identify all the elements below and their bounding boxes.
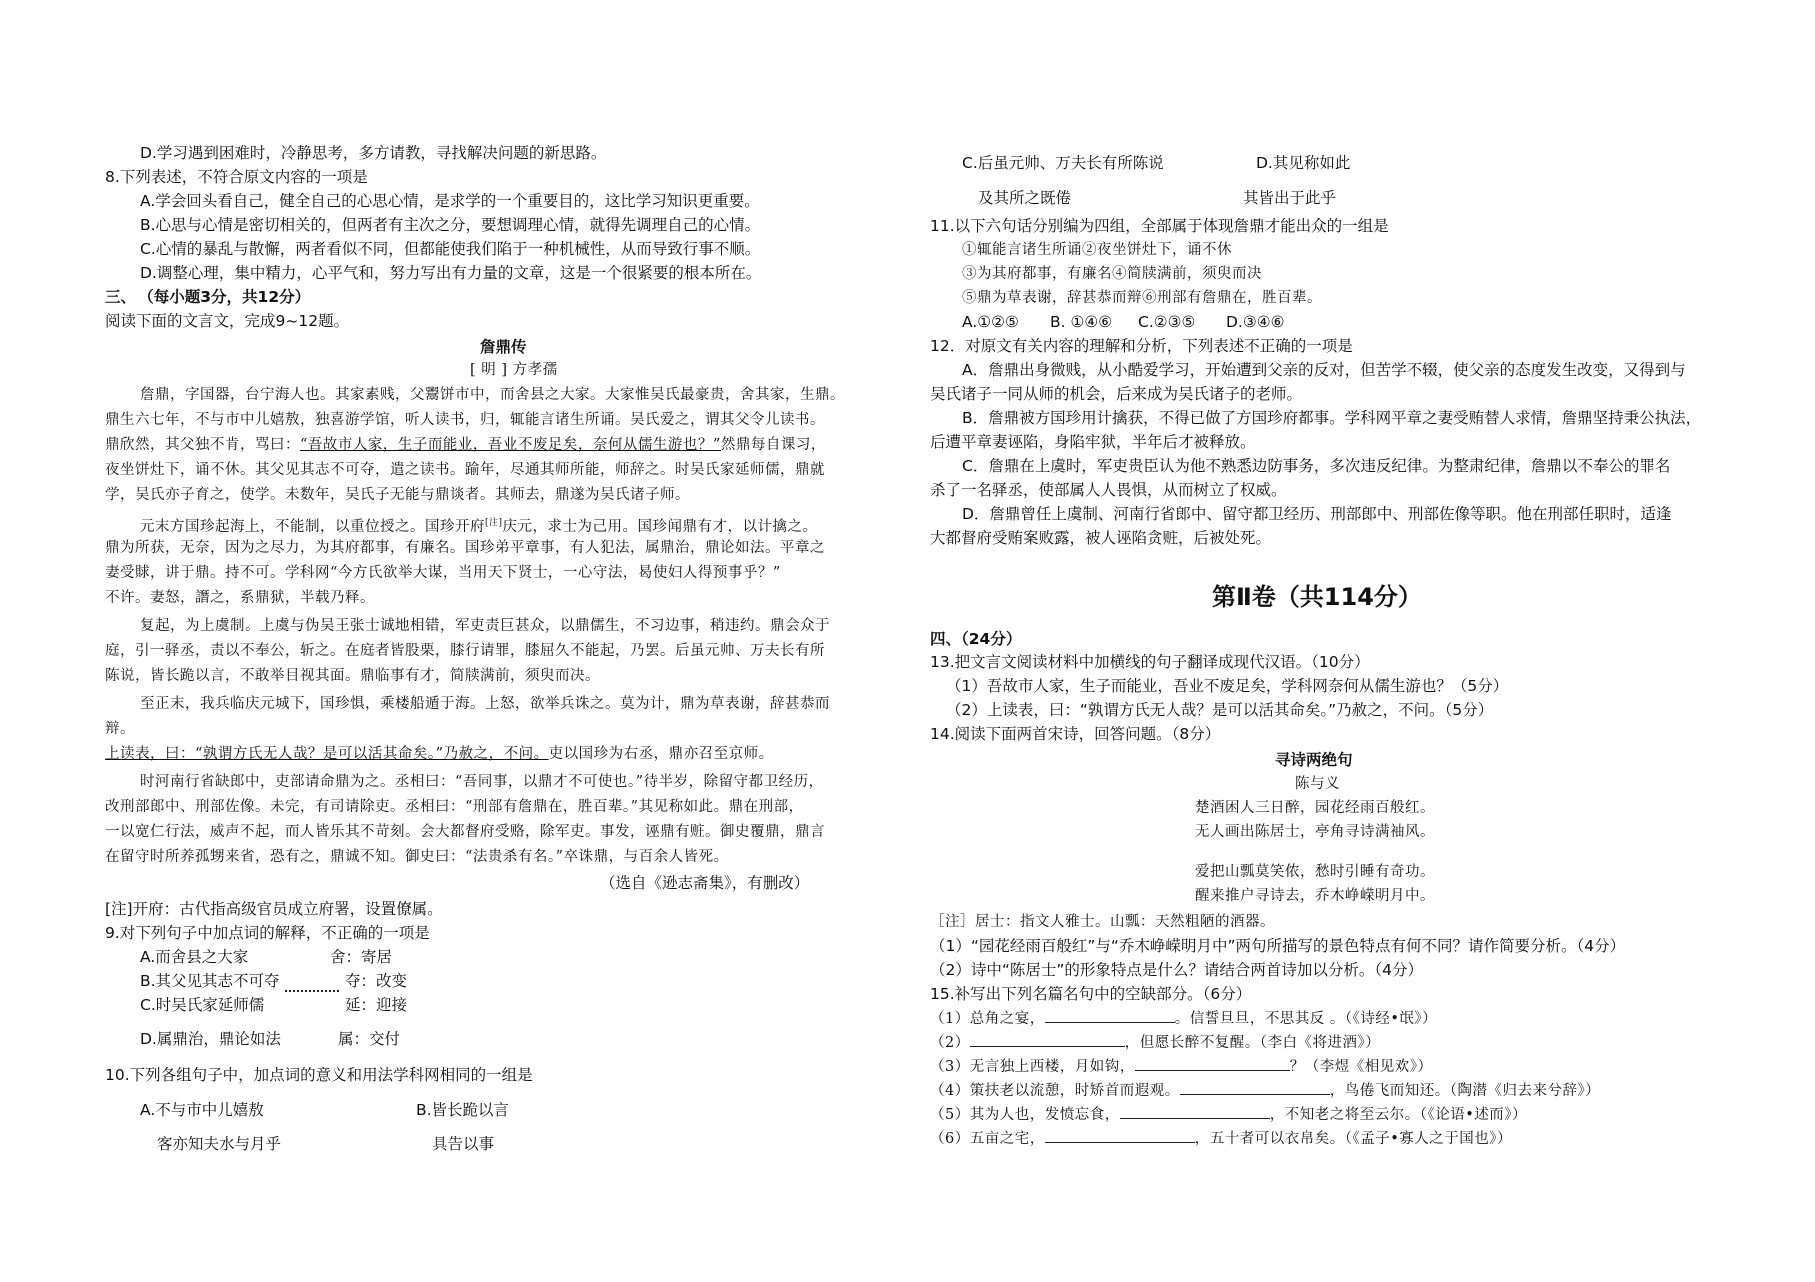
answer-blank[interactable] [1135, 1056, 1290, 1071]
q10-option-b: B.皆长跪以言 [416, 1101, 510, 1119]
q14-item-1: （1）“园花经雨百般红”与“乔木峥嵘明月中”两句所描写的景色特点有何不同？请作简要分析。（4分） [930, 937, 1626, 955]
passage-line: 詹鼎，字国器，台宁海人也。其家素贱，父鬻饼市中，而舍县之大家。大家惟吴氏最豪贵，舍其家，生鼎。 [140, 387, 845, 403]
q12-line: D．詹鼎曾任上虞制、河南行省郎中、留守都卫经历、刑部郎中、刑部佐像等职。他在刑部任职时，适逢 [962, 505, 1672, 523]
q13-item-2: （2）上读表，曰：“孰谓方氏无人哉？是可以活其命矣。”乃赦之，不问。（5分） [946, 701, 1494, 719]
q15-item-5: （5）其为人也，发愤忘食， ，不知老之将至云尔。（《论语•述而》） [930, 1104, 1527, 1125]
q9-option-b-gloss: 夺：改变 [345, 972, 408, 990]
section3-instruction: 阅读下面的文言文，完成9~12题。 [105, 312, 350, 330]
answer-blank[interactable] [1045, 1128, 1195, 1143]
q9-option-a: A.而舍县之大家 [140, 948, 249, 966]
q9-option-a-gloss: 舍：寄居 [330, 948, 393, 966]
q10-option-c: C.后虽元帅、万夫长有所陈说 [962, 154, 1164, 172]
passage-line: 辩。 [105, 721, 135, 737]
passage-line: 一以宽仁行法，威声不起，而人皆乐其不苛刻。会大都督府受赂，除军吏。事发，诬鼎有赃。御史覆鼎，鼎言 [105, 824, 825, 840]
passage-line: 时河南行省缺郎中，吏部请命鼎为之。丞相曰：“吾同事，以鼎才不可使也。”待半岁，除留守都卫经历， [140, 774, 824, 790]
q13-stem: 13.把文言文阅读材料中加横线的句子翻译成现代汉语。（10分） [930, 653, 1370, 671]
q14-stem: 14.阅读下面两首宋诗，回答问题。（8分） [930, 725, 1221, 743]
dotted-emphasis [285, 990, 339, 992]
q12-line: A．詹鼎出身微贱，从小酷爱学习，开始遭到父亲的反对，但苦学不辍，使父亲的态度发生改变，又得到与 [962, 361, 1686, 379]
q8-option-d: D.调整心理，集中精力，心平气和，努力写出有力量的文章，这是一个很紧要的根本所在。 [140, 264, 762, 282]
passage-line: 陈说，皆长跪以言，不敢举目视其面。鼎临事有才，简牍满前，须臾而决。 [105, 668, 600, 684]
q10-stem: 10.下列各组句子中，加点词的意义和用法学科网相同的一组是 [105, 1066, 533, 1084]
q8-option-b: B.心思与心情是密切相关的，但两者有主次之分，要想调理心情，就得先调理自己的心情。 [140, 216, 761, 234]
q15-item-1: （1）总角之宴， 。信誓旦旦，不思其反 。（《诗经•氓》） [930, 1008, 1437, 1029]
q11-item: ⑤鼎为草表谢，辞甚恭而辩⑥刑部有詹鼎在，胜百辈。 [962, 290, 1322, 306]
q11-option-b: B. ①④⑥ [1050, 313, 1113, 331]
passage-note: [注]开府：古代指高级官员成立府署，设置僚属。 [105, 900, 443, 918]
poem-note: ［注］居士：指文人雅士。山瓢：天然粗陋的酒器。 [930, 914, 1275, 930]
q12-line: 后遭平章妻诬陷，身陷牢狱，半年后才被释放。 [930, 433, 1256, 451]
answer-blank[interactable] [1045, 1008, 1175, 1023]
essay-author: [ 明 ] 方孝孺 [470, 362, 558, 378]
q13-item-1: （1）吾故市人家，生子而能业，吾业不废足矣，学科网奈何从儒生游也？（5分） [946, 677, 1509, 695]
passage-line: 复起，为上虞制。上虞与伪吴王张士诚地相错，军吏责巨甚众，以鼎儒生，不习边事，稍违约。鼎会众于 [140, 618, 830, 634]
q9-option-c: C.时吴氏家延师儒 [140, 996, 265, 1014]
q15-item-3: （3）无言独上西楼，月如钩， ？（李煜《相见欢》） [930, 1056, 1432, 1077]
answer-blank[interactable] [1180, 1080, 1330, 1095]
q12-line: 大都督府受贿案败露，被人诬陷贪赃，后被处死。 [930, 529, 1272, 547]
q9-option-d: D.属鼎治，鼎论如法 [140, 1030, 281, 1048]
passage-line: 在留守时所养孤甥来省，恐有之，鼎诚不知。御史曰：“法贵杀有名。”卒诛鼎，与百余人皆死。 [105, 849, 729, 865]
q9-option-d-gloss: 属：交付 [338, 1030, 401, 1048]
q8-stem: 8.下列表述，不符合原文内容的一项是 [105, 168, 368, 186]
passage-line: 鼎欣然，其父独不肯，骂曰：“吾故市人家，生子而能业，吾业不废足矣，奈何从儒生游也？”然鼎每自课习， [105, 437, 826, 453]
poem-line: 醒来推户寻诗去，乔木峥嵘明月中。 [1195, 888, 1435, 904]
q11-option-d: D.③④⑥ [1226, 313, 1285, 331]
q11-option-a: A.①②⑤ [962, 313, 1019, 331]
note-marker: [注] [485, 518, 503, 528]
q9-option-c-gloss: 延：迎接 [345, 996, 408, 1014]
passage-line: 妻受賕，讲于鼎。持不可。学科网“今方氏欲举大谋，当用天下贤士，一心守法，曷使妇人得预事乎？” [105, 565, 781, 581]
passage-line: 鼎为所获，无奈，因为之尽力，为其府都事，有廉名。国珍弟平章事，有人犯法，属鼎治，鼎论如法。平章之 [105, 540, 825, 556]
q11-item: ③为其府都事，有廉名④简牍满前，须臾而决 [962, 266, 1262, 282]
q15-item-4: （4）策扶老以流憩，时矫首而遐观。 ，鸟倦飞而知还。（陶潜《归去来兮辞》） [930, 1080, 1600, 1101]
q11-option-c: C.②③⑤ [1138, 313, 1196, 331]
poem-title: 寻诗两绝句 [1275, 751, 1353, 769]
passage-line: 学，吴氏亦子育之，使学。未数年，吴氏子无能与鼎谈者。其师去，鼎遂为吴氏诸子师。 [105, 487, 690, 503]
passage-source: （选自《逊志斋集》，有删改） [600, 874, 810, 892]
q12-line: 杀了一名驿丞，使部属人人畏惧，从而树立了权威。 [930, 481, 1287, 499]
section4-heading: 四、（24分） [930, 630, 1022, 648]
passage-line: 至正末，我兵临庆元城下，国珍惧，乘楼船遁于海。上怒，欲举兵诛之。莫为计，鼎为草表谢，辞甚恭而 [140, 696, 830, 712]
passage-line: 夜坐饼灶下，诵不休。其父见其志不可夺，遣之读书。踰年，尽通其师所能，师辞之。时吴氏家延师儒，鼎就 [105, 462, 825, 478]
q7-option-d: D.学习遇到困难时，冷静思考，多方请教，寻找解决问题的新思路。 [140, 144, 607, 162]
q10-option-a: A.不与市中儿嬉敖 [140, 1101, 264, 1119]
q15-item-6: （6）五亩之宅， ，五十者可以衣帛矣。（《孟子•寡人之于国也》） [930, 1128, 1512, 1149]
answer-blank[interactable] [1120, 1104, 1270, 1119]
q8-option-a: A.学会回头看自己，健全自己的心思心情，是求学的一个重要目的，这比学习知识更重要。 [140, 192, 760, 210]
q11-item: ①辄能言诸生所诵②夜坐饼灶下，诵不休 [962, 242, 1232, 258]
q14-item-2: （2）诗中“陈居士”的形象特点是什么？请结合两首诗加以分析。（4分） [930, 961, 1424, 979]
q15-stem: 15.补写出下列名篇名句中的空缺部分。（6分） [930, 985, 1252, 1003]
q8-option-c: C.心情的暴乱与散懈，两者看似不同，但都能使我们陷于一种机械性，从而导致行事不顺。 [140, 240, 761, 258]
underlined-sentence-1: “吾故市人家，生子而能业，吾业不废足矣，奈何从儒生游也？” [300, 437, 721, 453]
passage-line: 改刑部郎中、刑部佐像。未完，有司请除吏。丞相曰：“刑部有詹鼎在，胜百辈。”其见称如此。鼎在刑部， [105, 799, 804, 815]
q10-option-a-2: 客亦知夫水与月乎 [157, 1135, 282, 1153]
poem-author: 陈与义 [1295, 776, 1340, 792]
passage-line: 庭，引一驿丞，责以不奉公，斩之。在庭者皆股栗，膝行请罪，膝屈久不能起，乃罢。后虽元帅、万夫长有所 [105, 643, 825, 659]
passage-line: 上读表，曰：“孰谓方氏无人哉？是可以活其命矣。”乃赦之，不问。吏以国珍为右丞，鼎亦召至京师。 [105, 746, 774, 762]
q10-option-b-2: 具告以事 [432, 1135, 495, 1153]
q10-option-c-2: 及其所之既倦 [978, 189, 1072, 207]
q9-option-b: B.其父见其志不可夺 [140, 972, 280, 990]
section3-heading: 三、 （每小题3分，共12分） [105, 288, 311, 306]
q10-option-d-2: 其皆出于此乎 [1243, 189, 1337, 207]
answer-blank[interactable] [970, 1032, 1125, 1047]
poem-line: 楚酒困人三日醉，园花经雨百般红。 [1195, 800, 1435, 816]
passage-line: 鼎生六七年，不与市中儿嬉敖，独喜游学馆，听人读书，归，辄能言诸生所诵。吴氏爱之，谓其父令儿读书。 [105, 412, 825, 428]
q12-line: 吴氏诸子一同从师的机会，后来成为吴氏诸子的老师。 [930, 385, 1303, 403]
underlined-sentence-2: 上读表，曰：“孰谓方氏无人哉？是可以活其命矣。”乃赦之，不问。 [105, 746, 549, 762]
q11-stem: 11.以下六句话分别编为四组，全部属于体现詹鼎才能出众的一组是 [930, 217, 1389, 235]
poem-line: 无人画出陈居士，亭角寻诗满袖风。 [1195, 824, 1435, 840]
poem-line: 爱把山瓢莫笑侬，愁时引睡有奇功。 [1195, 864, 1435, 880]
passage-line: 不许。妻怒，譖之，系鼎狱，半载乃释。 [105, 590, 375, 606]
passage-line: 元末方国珍起海上，不能制，以重位授之。国珍开府[注]庆元，求士为己用。国珍闻鼎有才，以计擒之。 [140, 518, 818, 535]
q10-option-d: D.其见称如此 [1256, 154, 1351, 172]
q12-stem: 12．对原文有关内容的理解和分析，下列表述不正确的一项是 [930, 337, 1353, 355]
q12-line: B．詹鼎被方国珍用计擒获，不得已做了方国珍府都事。学科网平章之妻受贿替人求情，詹鼎坚持秉公执法， [962, 409, 1702, 427]
q15-item-2: （2） ，但愿长醉不复醒。（李白《将进酒》） [930, 1032, 1380, 1053]
q9-stem: 9.对下列句子中加点词的解释，不正确的一项是 [105, 924, 430, 942]
q12-line: C．詹鼎在上虞时，军吏贵臣认为他不熟悉边防事务，多次违反纪律。为整肃纪律，詹鼎以不奉公的罪名 [962, 457, 1671, 475]
essay-title: 詹鼎传 [480, 338, 527, 356]
part-ii-heading: 第Ⅱ卷（共114分） [1212, 583, 1422, 611]
